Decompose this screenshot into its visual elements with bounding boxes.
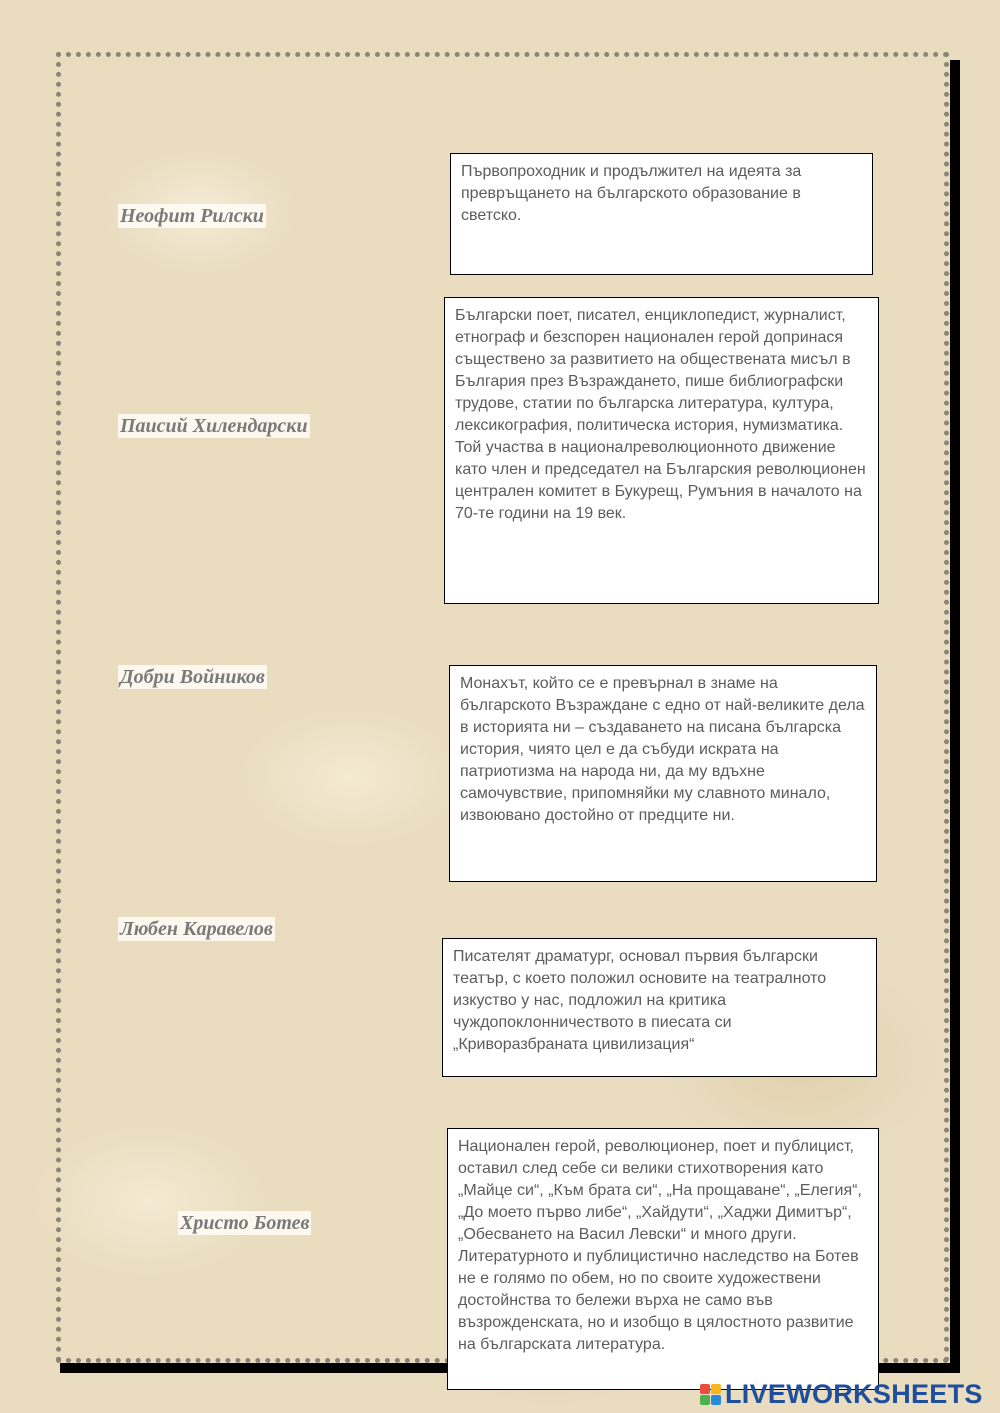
name-label-3[interactable]: Добри Войников xyxy=(120,666,265,688)
description-box-1[interactable]: Първопроходник и продължител на идеята за превръщането на българското образование в светско. xyxy=(450,153,873,275)
watermark-text: LIVEWORKSHEETS xyxy=(725,1378,983,1409)
name-label-4[interactable]: Любен Каравелов xyxy=(120,918,273,940)
name-label-1[interactable]: Неофит Рилски xyxy=(120,205,264,227)
liveworksheets-logo-icon xyxy=(700,1384,721,1405)
liveworksheets-watermark xyxy=(700,1380,983,1408)
page-shadow-right xyxy=(950,60,960,1372)
name-label-5[interactable]: Христо Ботев xyxy=(180,1212,310,1234)
description-box-3[interactable]: Монахът, който се е превърнал в знаме на българското Възраждане с едно от най-великите дела в историята ни – създаването на писана българска история, чиято цел е да събуди искрата на патриотизма на народа ни, да му вдъхне самочувствие, припомняйки му славното минало, извоювано достойно от предците ни. xyxy=(449,665,877,882)
description-box-4[interactable]: Писателят драматург, основал първия български театър, с което положил основите на театралното изкуство у нас, подложил на критика чуждопоклонничеството в пиесата си „Криворазбраната цивилизация“ xyxy=(442,938,877,1077)
description-box-2[interactable]: Български поет, писател, енциклопедист, журналист, етнограф и безспорен национален герой допринася съществено за развитието на обществената мисъл в България през Възраждането, пише библиографски трудове, статии по българска литература, култура, лексикография, политическа история, нумизматика. Той участва в националреволюционното движение като член и председател на Българския революционен централен комитет в Букурещ, Румъния в началото на 70-те години на 19 век. xyxy=(444,297,879,604)
name-label-2[interactable]: Паисий Хилендарски xyxy=(120,415,308,437)
description-box-5[interactable]: Национален герой, революционер, поет и публицист, оставил след себе си велики стихотворения като „Майце си“, „Към брата си“, „На прощаване“, „Елегия“, „До моето първо либе“, „Хайдути“, „Хаджи Димитър“, „Обесването на Васил Левски“ и много други. Литературното и публицистично наследство на Ботев не е голямо по обем, но по своите художествени достойнства то бележи върха не само във възрожденската, но и изобщо в цялостното развитие на българската литература. xyxy=(447,1128,879,1390)
